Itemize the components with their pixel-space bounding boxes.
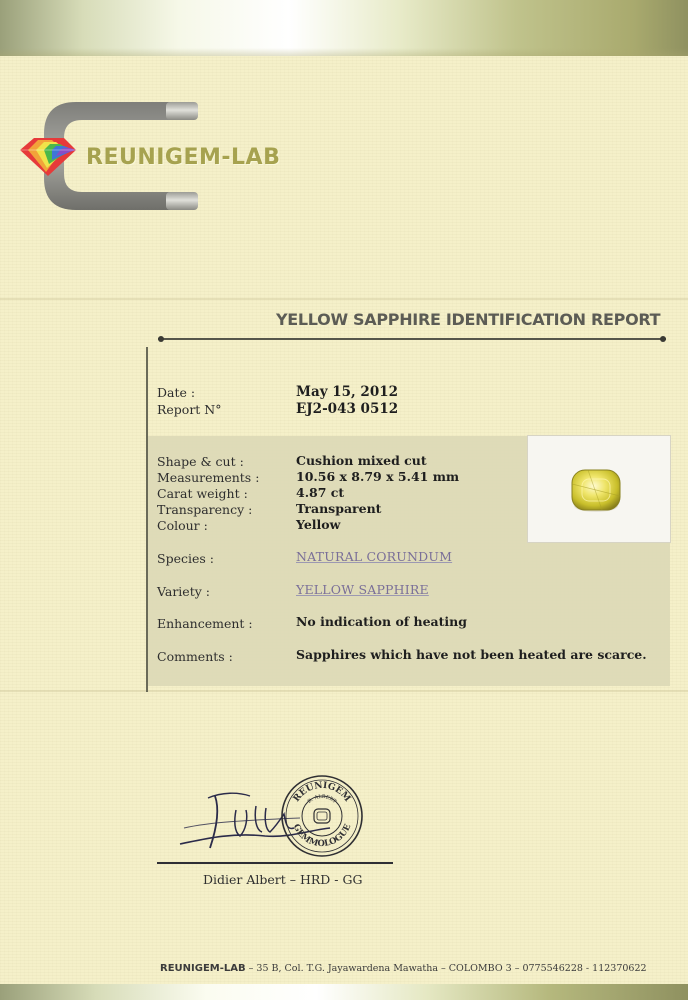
svg-text:REUNIGEM [292,781,352,804]
signer-name: Didier Albert – HRD - GG [203,872,363,887]
enhancement-label: Enhancement : [157,616,253,631]
divider-dot-icon [158,336,164,342]
enhancement-value: No indication of heating [296,614,468,629]
measurements-value: 10.56 x 8.79 x 5.41 mm [296,469,460,484]
variety-value: YELLOW SAPPHIRE [296,582,429,597]
footer-brand: REUNIGEM-LAB [160,963,246,974]
report-number-label: Report N° [157,402,222,417]
footer-address-text: – 35 B, Col. T.G. Jayawardena Mawatha – COLOMBO 3 – 0775546228 - 112370622 [245,963,647,974]
paper-fold-line [0,298,688,300]
divider-dot-icon [660,336,666,342]
yellow-sapphire-gem-icon [528,436,670,542]
date-value: May 15, 2012 [296,384,398,400]
top-decorative-band [0,0,688,56]
colour-label: Colour : [157,518,208,533]
species-value: NATURAL CORUNDUM [296,549,453,564]
paper-fold-line [0,690,688,692]
signature-area [170,770,370,864]
comments-value: Sapphires which have not been heated are scarce. [296,647,647,662]
transparency-value: Transparent [296,501,382,516]
gemstone-photo [528,436,670,542]
carat-weight-label: Carat weight : [157,486,248,501]
shape-cut-value: Cushion mixed cut [296,453,427,468]
lab-logo [16,100,306,215]
report-title: YELLOW SAPPHIRE IDENTIFICATION REPORT [276,310,661,329]
comments-label: Comments : [157,649,233,664]
footer-address [160,963,647,974]
shape-cut-label: Shape & cut : [157,454,244,469]
transparency-label: Transparency : [157,502,253,517]
rainbow-diamond-icon [20,138,76,176]
colour-value: Yellow [296,517,341,532]
report-number-value: EJ2-043 0512 [296,401,399,417]
carat-weight-value: 4.87 ct [296,485,345,500]
variety-label: Variety : [157,584,210,599]
bottom-decorative-band [0,984,688,1000]
seal-bottom-text: GEMMOLOGUE [290,822,354,850]
title-divider [158,338,666,340]
signature-line [157,862,393,864]
logo-brand-text: REUNIGEM-LAB [86,145,281,170]
seal-inner-text: D. ALBERT [306,793,338,805]
seal-top-text: REUNIGEM [291,780,353,804]
date-label: Date : [157,385,196,400]
gemmologist-seal-icon [280,774,364,858]
measurements-label: Measurements : [157,470,260,485]
species-label: Species : [157,551,214,566]
